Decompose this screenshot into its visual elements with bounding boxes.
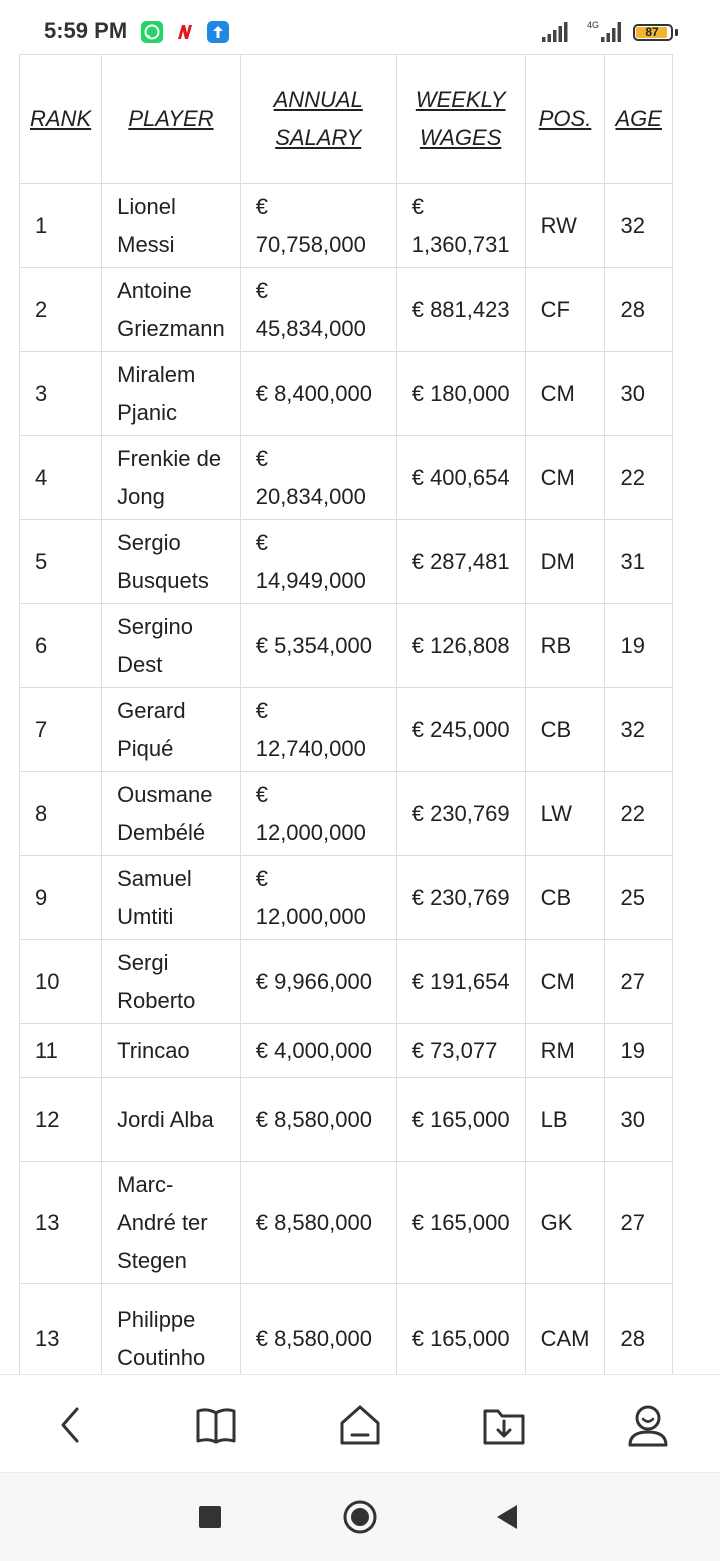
cell-player: Sergio Busquets xyxy=(102,520,241,604)
upload-app-icon xyxy=(207,21,229,43)
cell-player: Antoine Griezmann xyxy=(102,268,241,352)
back-triangle-icon[interactable] xyxy=(495,1504,519,1530)
cell-weekly: € 180,000 xyxy=(396,352,525,436)
cell-age: 27 xyxy=(605,1162,672,1284)
cell-pos: LW xyxy=(525,772,605,856)
header-weekly-wages: WEEKLY WAGES xyxy=(396,55,525,184)
cell-pos: CM xyxy=(525,352,605,436)
browser-bottom-bar xyxy=(0,1374,720,1473)
network-type: 4G xyxy=(587,20,600,30)
table-row xyxy=(20,184,673,268)
table-row xyxy=(20,1284,673,1375)
cell-rank: 13 xyxy=(20,1162,102,1284)
cell-age: 32 xyxy=(605,184,672,268)
back-icon[interactable] xyxy=(45,1399,97,1451)
cell-player: Frenkie de Jong xyxy=(102,436,241,520)
cell-annual: € 12,000,000 xyxy=(240,772,396,856)
table-row xyxy=(20,604,673,688)
cell-age: 22 xyxy=(605,772,672,856)
cell-age: 31 xyxy=(605,520,672,604)
cell-age: 32 xyxy=(605,688,672,772)
status-bar xyxy=(0,0,720,54)
cell-rank: 6 xyxy=(20,604,102,688)
profile-icon[interactable] xyxy=(622,1399,674,1451)
cell-annual: € 8,580,000 xyxy=(240,1162,396,1284)
table-row xyxy=(20,940,673,1024)
header-player: PLAYER xyxy=(102,55,241,184)
book-icon[interactable] xyxy=(190,1399,242,1451)
cell-rank: 2 xyxy=(20,268,102,352)
cell-weekly: € 191,654 xyxy=(396,940,525,1024)
cell-pos: CB xyxy=(525,856,605,940)
cell-age: 28 xyxy=(605,1284,672,1375)
battery-level: 87 xyxy=(645,25,659,39)
cell-annual: € 45,834,000 xyxy=(240,268,396,352)
cell-pos: RM xyxy=(525,1024,605,1078)
cell-player: Philippe Coutinho xyxy=(102,1284,241,1375)
cell-rank: 12 xyxy=(20,1078,102,1162)
cell-age: 19 xyxy=(605,604,672,688)
cell-annual: € 9,966,000 xyxy=(240,940,396,1024)
battery-icon xyxy=(633,24,673,41)
cell-player: Samuel Umtiti xyxy=(102,856,241,940)
cell-pos: RW xyxy=(525,184,605,268)
cell-pos: LB xyxy=(525,1078,605,1162)
cell-weekly: € 287,481 xyxy=(396,520,525,604)
cell-rank: 11 xyxy=(20,1024,102,1078)
cell-player: Trincao xyxy=(102,1024,241,1078)
cell-pos: CAM xyxy=(525,1284,605,1375)
whatsapp-icon xyxy=(141,21,163,43)
downloads-icon[interactable] xyxy=(478,1399,530,1451)
cell-annual: € 70,758,000 xyxy=(240,184,396,268)
table-row xyxy=(20,1024,673,1078)
table-row xyxy=(20,520,673,604)
cell-pos: DM xyxy=(525,520,605,604)
cell-weekly: € 230,769 xyxy=(396,772,525,856)
cell-pos: CF xyxy=(525,268,605,352)
table-row xyxy=(20,1078,673,1162)
cell-pos: CM xyxy=(525,436,605,520)
content-area[interactable] xyxy=(0,54,720,1374)
cell-rank: 4 xyxy=(20,436,102,520)
cell-annual: € 8,580,000 xyxy=(240,1284,396,1375)
home-icon[interactable] xyxy=(334,1399,386,1451)
cell-age: 19 xyxy=(605,1024,672,1078)
cell-rank: 8 xyxy=(20,772,102,856)
cell-pos: CM xyxy=(525,940,605,1024)
cell-pos: CB xyxy=(525,688,605,772)
table-header-row xyxy=(20,55,673,184)
cell-pos: RB xyxy=(525,604,605,688)
header-age: AGE xyxy=(605,55,672,184)
cell-player: Miralem Pjanic xyxy=(102,352,241,436)
recents-icon[interactable] xyxy=(199,1506,221,1528)
table-row xyxy=(20,436,673,520)
cell-pos: GK xyxy=(525,1162,605,1284)
cell-rank: 1 xyxy=(20,184,102,268)
cell-age: 30 xyxy=(605,352,672,436)
cell-player: Ousmane Dembélé xyxy=(102,772,241,856)
cell-player: Lionel Messi xyxy=(102,184,241,268)
signal-4g-icon xyxy=(598,22,624,42)
salary-table xyxy=(19,54,673,1374)
news-app-icon xyxy=(174,21,196,43)
table-row xyxy=(20,352,673,436)
signal-icon xyxy=(542,22,570,42)
cell-weekly: € 73,077 xyxy=(396,1024,525,1078)
cell-rank: 7 xyxy=(20,688,102,772)
cell-rank: 9 xyxy=(20,856,102,940)
cell-rank: 10 xyxy=(20,940,102,1024)
cell-weekly: € 126,808 xyxy=(396,604,525,688)
cell-rank: 5 xyxy=(20,520,102,604)
cell-player: Gerard Piqué xyxy=(102,688,241,772)
cell-age: 27 xyxy=(605,940,672,1024)
cell-annual: € 8,400,000 xyxy=(240,352,396,436)
cell-age: 25 xyxy=(605,856,672,940)
cell-weekly: € 165,000 xyxy=(396,1162,525,1284)
cell-player: Sergi Roberto xyxy=(102,940,241,1024)
cell-annual: € 14,949,000 xyxy=(240,520,396,604)
cell-annual: € 12,000,000 xyxy=(240,856,396,940)
system-navigation-bar xyxy=(0,1472,720,1561)
cell-weekly: € 881,423 xyxy=(396,268,525,352)
header-annual-salary: ANNUAL SALARY xyxy=(240,55,396,184)
cell-annual: € 20,834,000 xyxy=(240,436,396,520)
cell-weekly: € 165,000 xyxy=(396,1078,525,1162)
header-pos: POS. xyxy=(525,55,605,184)
cell-weekly: € 1,360,731 xyxy=(396,184,525,268)
cell-annual: € 8,580,000 xyxy=(240,1078,396,1162)
cell-rank: 13 xyxy=(20,1284,102,1375)
cell-age: 22 xyxy=(605,436,672,520)
cell-player: Marc-André ter Stegen xyxy=(102,1162,241,1284)
cell-annual: € 5,354,000 xyxy=(240,604,396,688)
cell-age: 30 xyxy=(605,1078,672,1162)
table-row xyxy=(20,268,673,352)
cell-rank: 3 xyxy=(20,352,102,436)
cell-weekly: € 230,769 xyxy=(396,856,525,940)
cell-weekly: € 400,654 xyxy=(396,436,525,520)
cell-weekly: € 245,000 xyxy=(396,688,525,772)
status-time: 5:59 PM xyxy=(44,18,128,43)
home-circle-icon[interactable] xyxy=(343,1500,377,1534)
cell-player: Sergino Dest xyxy=(102,604,241,688)
header-rank: RANK xyxy=(20,55,102,184)
cell-annual: € 12,740,000 xyxy=(240,688,396,772)
table-row xyxy=(20,1162,673,1284)
cell-age: 28 xyxy=(605,268,672,352)
battery-tip xyxy=(675,29,678,36)
cell-player: Jordi Alba xyxy=(102,1078,241,1162)
table-row xyxy=(20,688,673,772)
cell-annual: € 4,000,000 xyxy=(240,1024,396,1078)
table-row xyxy=(20,772,673,856)
cell-weekly: € 165,000 xyxy=(396,1284,525,1375)
table-row xyxy=(20,856,673,940)
